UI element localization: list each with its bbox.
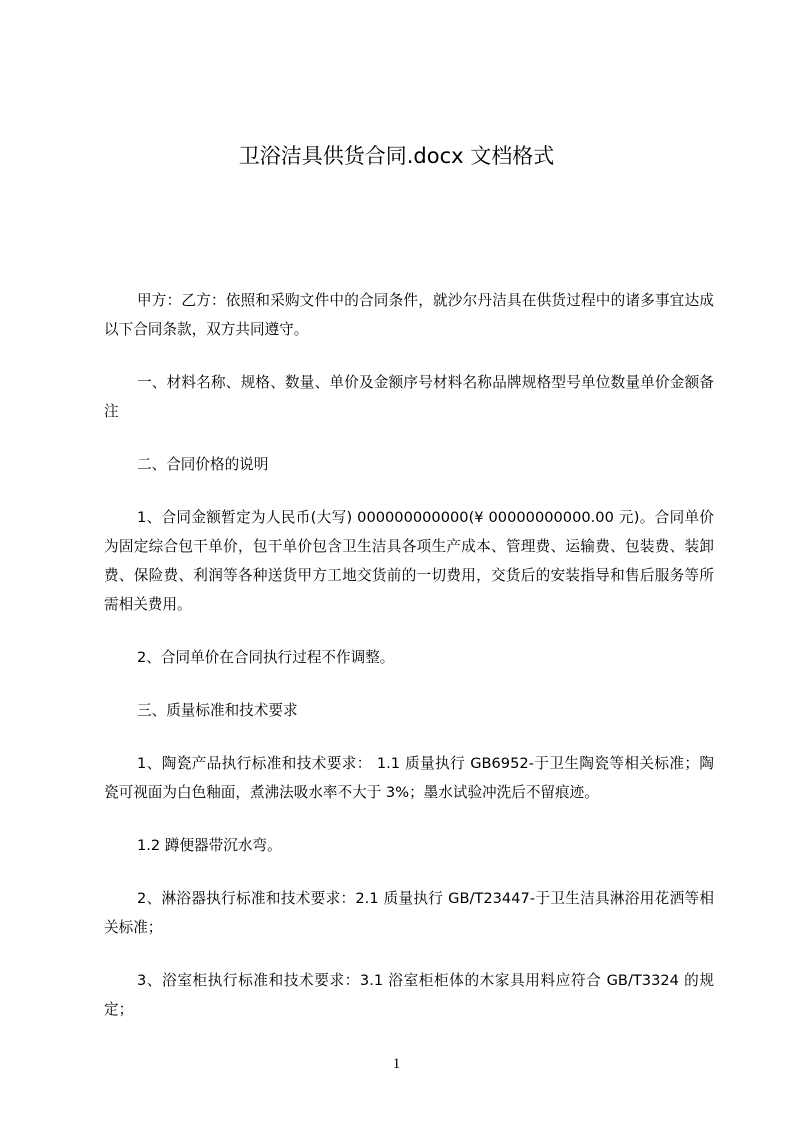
paragraph-shower-standards: 2、淋浴器执行标准和技术要求：2.1 质量执行 GB/T23447-于卫生洁具淋浴用花洒等相关标准； <box>104 890 714 936</box>
paragraph-ceramic-standards: 1、陶瓷产品执行标准和技术要求： 1.1 质量执行 GB6952-于卫生陶瓷等相关标准；陶瓷可视面为白色釉面，煮沸法吸水率不大于 3%；墨水试验冲洗后不留痕迹。 <box>104 755 714 801</box>
paragraph-parties: 甲方：乙方：依照和采购文件中的合同条件，就沙尔丹洁具在供货过程中的诸多事宜达成以下合同条款，双方共同遵守。 <box>104 292 714 338</box>
document-body <box>104 286 714 1048</box>
page-number: 1 <box>392 1056 401 1072</box>
paragraph-section-3-heading: 三、质量标准和技术要求 <box>137 702 298 719</box>
paragraph-price-adjustment: 2、合同单价在合同执行过程不作调整。 <box>137 649 395 666</box>
paragraph-cabinet-standards: 3、浴室柜执行标准和技术要求：3.1 浴室柜柜体的木家具用料应符合 GB/T3324 的规定； <box>104 972 714 1018</box>
document-title: 卫浴洁具供货合同.docx 文档格式 <box>238 144 555 168</box>
paragraph-squat-toilet: 1.2 蹲便器带沉水弯。 <box>137 837 282 854</box>
paragraph-contract-amount: 1、合同金额暂定为人民币(大写) 000000000000(¥ 00000000000.00 元)。合同单价为固定综合包干单价，包干单价包含卫生洁具各项生产成本、管理费、运输费、包装费、装卸费、保险费、利润等各种送货甲方工地交货前的一切费用，交货后的安装指导和售后服务等所需相关费用。 <box>104 509 714 613</box>
paragraph-section-1-materials: 一、材料名称、规格、数量、单价及金额序号材料名称品牌规格型号单位数量单价金额备注 <box>104 374 714 420</box>
paragraph-section-2-heading: 二、合同价格的说明 <box>137 456 269 473</box>
